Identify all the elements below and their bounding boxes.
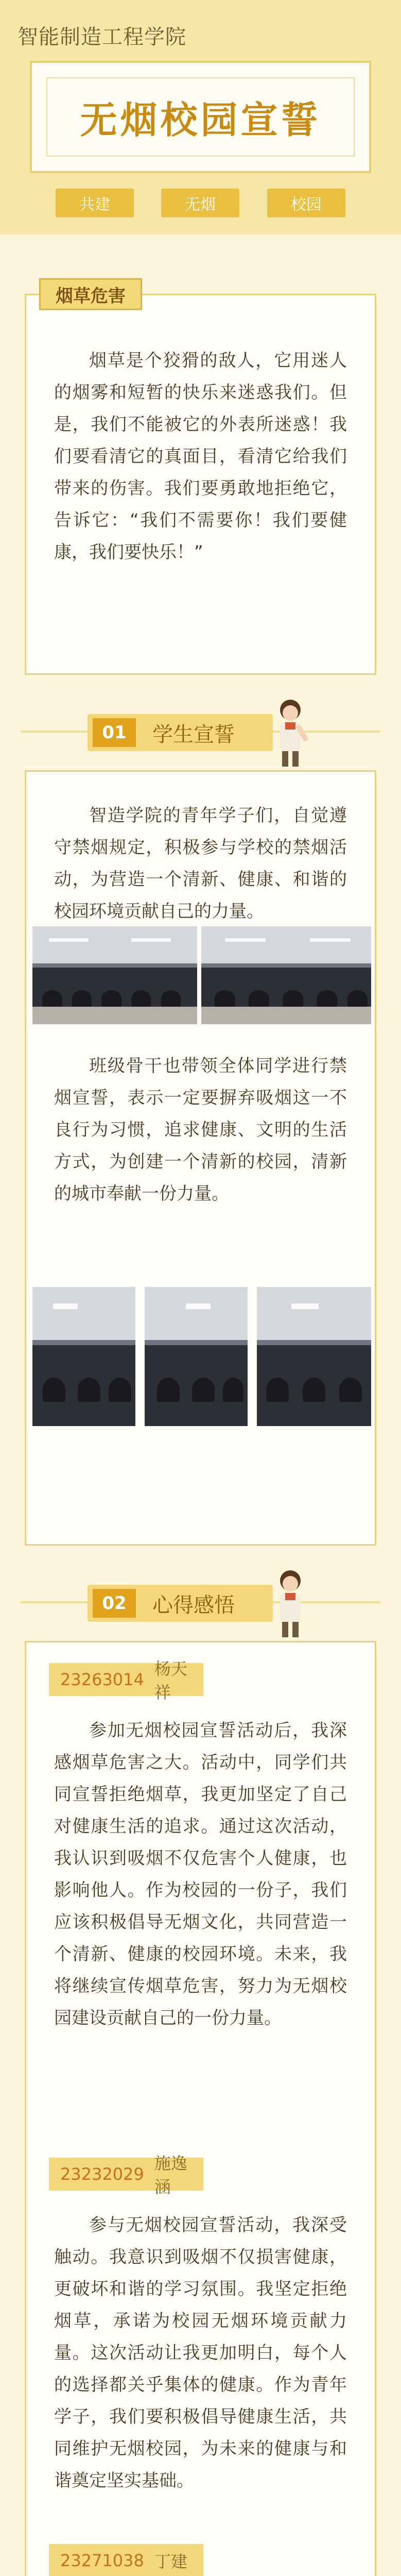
hazard-card xyxy=(25,294,376,675)
oath-photo-3 xyxy=(32,1287,135,1426)
reflection-card xyxy=(25,1641,376,2576)
oath-text-1: 智造学院的青年学子们，自觉遵守禁烟规定，积极参与学校的禁烟活动，为营造一个清新、健康、和谐的校园环境贡献自己的力量。 xyxy=(54,805,347,922)
oath-photo-2 xyxy=(201,926,371,1024)
reflection-block-2 xyxy=(54,2209,347,2497)
header-banner xyxy=(0,0,401,234)
section-number: 01 xyxy=(93,718,136,747)
section-title: 心得感悟 xyxy=(152,1593,235,1617)
title-frame-inner xyxy=(46,77,355,157)
student-id: 23232029 xyxy=(60,2164,144,2184)
student-name: 丁建 xyxy=(154,2552,187,2571)
reflection-author-3 xyxy=(49,2544,203,2576)
student-figure-icon xyxy=(268,696,313,768)
hazard-text-block xyxy=(54,345,347,568)
student-name: 施逸涵 xyxy=(154,2154,187,2197)
student-figure-icon xyxy=(268,1566,313,1638)
oath-photo-1 xyxy=(32,926,197,1024)
page-title: 无烟校园宣誓 xyxy=(80,98,321,142)
student-id: 23271038 xyxy=(60,2551,144,2570)
tag-smokefree: 无烟 xyxy=(161,189,239,217)
section-number: 02 xyxy=(93,1589,136,1618)
oath-paragraph-1 xyxy=(54,800,347,927)
hazard-text: 烟草是个狡猾的敌人，它用迷人的烟雾和短暂的快乐来迷惑我们。但是，我们不能被它的外表所迷惑！我们要看清它的真面目，看清它给我们带来的伤害。我们要勇敢地拒绝它，告诉它：“我们不需要你！我们要健康，我们要快乐！” xyxy=(54,350,347,563)
oath-photo-5 xyxy=(257,1287,371,1426)
student-name: 杨天祥 xyxy=(154,1659,187,1702)
reflection-text: 参与无烟校园宣誓活动，我深受触动。我意识到吸烟不仅损害健康，更破坏和谐的学习氛围。我坚定拒绝烟草，承诺为校园无烟环境贡献力量。这次活动让我更加明白，每个人的选择都关乎集体的健康。作为青年学子，我们要积极倡导健康生活，共同维护无烟校园，为未来的健康与和谐奠定坚实基础。 xyxy=(54,2215,347,2491)
section-02-header xyxy=(0,1566,401,1638)
title-frame xyxy=(30,61,371,173)
reflection-text: 参加无烟校园宣誓活动后，我深感烟草危害之大。活动中，同学们共同宣誓拒绝烟草，我更加坚定了自己对健康生活的追求。通过这次活动，我认识到吸烟不仅危害个人健康，也影响他人。作为校园的一份子，我们应该积极倡导无烟文化，共同营造一个清新、健康的校园环境。未来，我将继续宣传烟草危害，努力为无烟校园建设贡献自己的一份力量。 xyxy=(54,1720,347,2028)
tag-build: 共建 xyxy=(56,189,134,217)
oath-card xyxy=(25,770,376,1546)
student-id: 23263014 xyxy=(60,1670,144,1689)
school-name: 智能制造工程学院 xyxy=(18,25,186,49)
hazard-label: 烟草危害 xyxy=(39,278,142,310)
tag-campus: 校园 xyxy=(267,189,345,217)
reflection-block-1 xyxy=(54,1715,347,2034)
section-01-header xyxy=(0,696,401,768)
oath-photo-4 xyxy=(145,1287,248,1426)
reflection-author-1 xyxy=(49,1659,203,1702)
oath-paragraph-2 xyxy=(54,1050,347,1210)
oath-text-2: 班级骨干也带领全体同学进行禁烟宣誓，表示一定要摒弃吸烟这一不良行为习惯，追求健康、文明的生活方式，为创建一个清新的校园，清新的城市奉献一份力量。 xyxy=(54,1056,347,1204)
section-title: 学生宣誓 xyxy=(152,722,235,747)
reflection-author-2 xyxy=(49,2154,203,2197)
